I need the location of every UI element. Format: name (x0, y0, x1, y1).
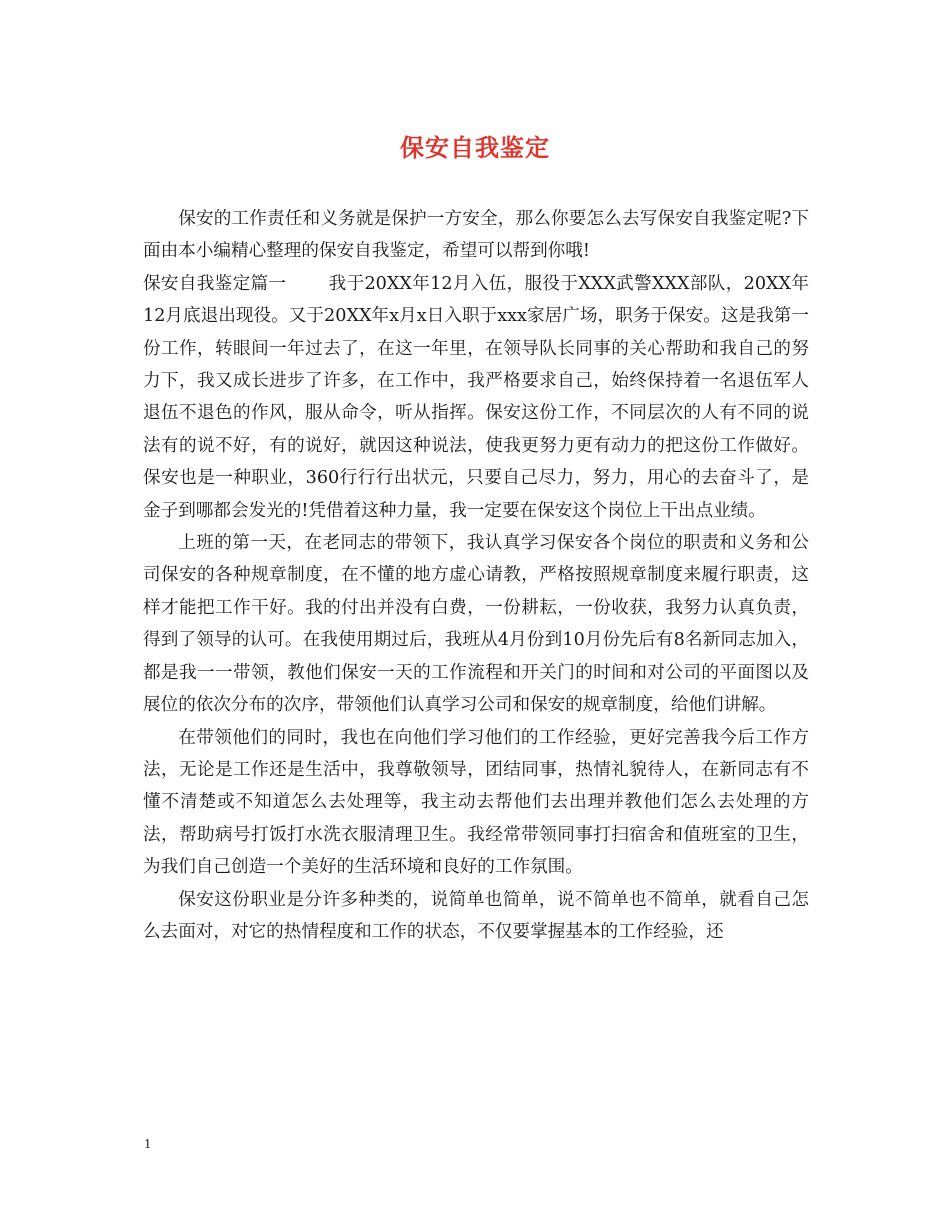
page-number: 1 (144, 1137, 151, 1152)
intro-paragraph: 保安的工作责任和义务就是保护一方安全，那么你要怎么去写保安自我鉴定呢?下面由本小编精心整理的保安自我鉴定，希望可以帮到你哦! (143, 209, 809, 262)
document-body (143, 203, 809, 948)
paragraph-4: 保安这份职业是分许多种类的，说简单也简单，说不简单也不简单，就看自己怎么去面对，对它的热情程度和工作的状态，不仅要掌握基本的工作经验，还 (143, 889, 809, 942)
document-title: 保安自我鉴定 (400, 133, 550, 162)
paragraph-2: 上班的第一天，在老同志的带领下，我认真学习保安各个岗位的职责和义务和公司保安的各种规章制度，在不懂的地方虚心请教，严格按照规章制度来履行职责，这样才能把工作干好。我的付出并没有白费，一份耕耘，一份收获，我努力认真负责，得到了领导的认可。在我使用期过后，我班从4月份到10月份先后有8名新同志加入，都是我一一带领，教他们保安一天的工作流程和开关门的时间和对公司的平面图以及展位的依次分布的次序，带领他们认真学习公司和保安的规章制度，给他们讲解。 (143, 533, 809, 716)
section-label: 保安自我鉴定篇一 (143, 273, 287, 294)
section-paragraph-1 (143, 268, 809, 527)
paragraph-1-text: 我于20XX年12月入伍，服役于XXX武警XXX部队，20XX年12月底退出现役。又于20XX年x月x日入职于xxx家居广场，职务于保安。这是我第一份工作，转眼间一年过去了，在这一年里，在领导队长同事的关心帮助和我自己的努力下，我又成长进步了许多，在工作中，我严格要求自己，始终保持着一名退伍军人退伍不退色的作风，服从命令，听从指挥。保安这份工作，不同层次的人有不同的说法有的说不好，有的说好，就因这种说法，使我更努力更有动力的把这份工作做好。保安也是一种职业，360行行行出状元，只要自己尽力，努力，用心的去奋斗了，是金子到哪都会发光的!凭借着这种力量，我一定要在保安这个岗位上干出点业绩。 (143, 273, 809, 521)
paragraph-3: 在带领他们的同时，我也在向他们学习他们的工作经验，更好完善我今后工作方法，无论是工作还是生活中，我尊敬领导，团结同事，热情礼貌待人，在新同志有不懂不清楚或不知道怎么去处理等，我主动去帮他们去出理并教他们怎么去处理的方法，帮助病号打饭打水洗衣服清理卫生。我经常带领同事打扫宿舍和值班室的卫生，为我们自己创造一个美好的生活环境和良好的工作氛围。 (143, 727, 809, 878)
